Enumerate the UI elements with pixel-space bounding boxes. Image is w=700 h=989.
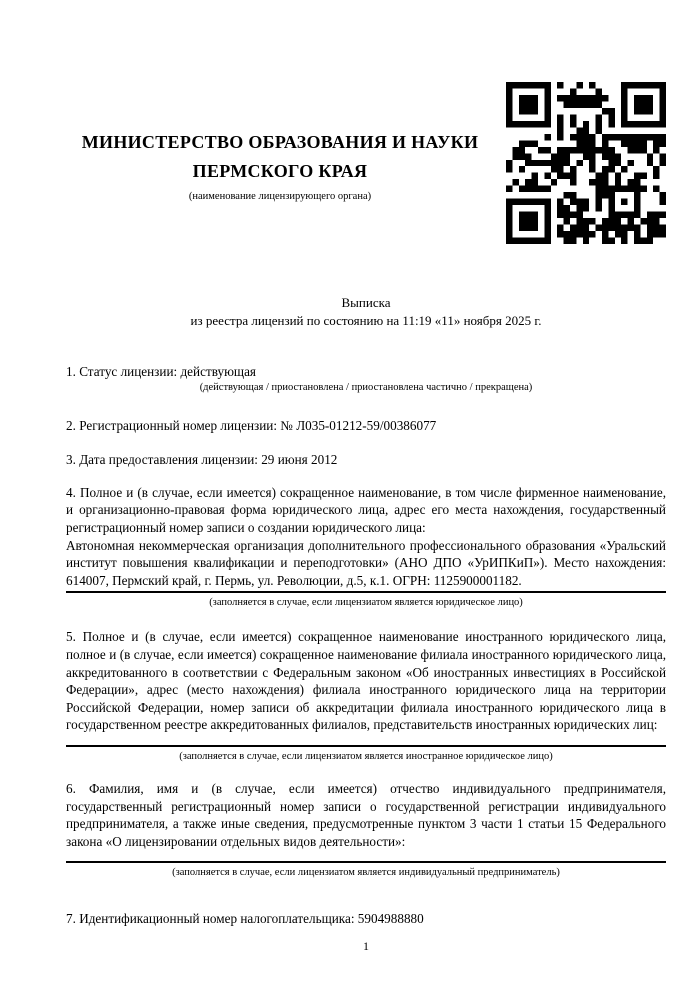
document-header	[66, 82, 666, 244]
item-individual-entrepreneur-note: (заполняется в случае, если лицензиатом является индивидуальный предприниматель)	[172, 867, 560, 879]
licensing-authority-block	[66, 82, 506, 202]
item-legal-entity-section	[66, 484, 666, 610]
ministry-name-line1: МИНИСТЕРСТВО ОБРАЗОВАНИЯ И НАУКИ	[81, 132, 479, 152]
item-license-status-note: (действующая / приостановлена / приостановлена частично / прекращена)	[199, 381, 533, 393]
page-number: 1	[363, 938, 369, 953]
item-foreign-entity-answer	[66, 734, 666, 747]
document-title	[66, 294, 666, 330]
item-individual-entrepreneur-answer	[66, 850, 666, 863]
qr-code-icon	[506, 82, 666, 244]
item-individual-entrepreneur-question: 6. Фамилия, имя и (в случае, если имеется) отчество индивидуального предпринимателя, государственный регистрационный номер записи о государственной регистрации индивидуального предпринимателя, а также иные сведения, предусмотренные пунктом 3 части 1 статьи 15 Федерального закона «О лицензировании отдельных видов деятельности»:	[66, 780, 666, 849]
item-legal-entity-answer: Автономная некоммерческая организация дополнительного профессионального образования «Уральский институт повышения квалификации и переподготовки» (АНО ДПО «УрИПКиП»). Место нахождения: 614007, Пермский край, г. Пермь, ул. Революции, д.5, к.1. ОГРН: 1125900001182.	[66, 537, 666, 594]
item-legal-entity-question: 4. Полное и (в случае, если имеется) сокращенное наименование, в том числе фирменное наименование, и организационно-правовая форма юридического лица, адрес его места нахождения, государственный регистрационный номер записи о создании юридического лица:	[66, 484, 666, 535]
item-foreign-entity-section	[66, 628, 666, 763]
item-foreign-entity-note: (заполняется в случае, если лицензиатом является иностранное юридическое лицо)	[179, 750, 553, 762]
licensing-authority-note: (наименование лицензирующего органа)	[188, 191, 372, 202]
item-registration-number: 2. Регистрационный номер лицензии: № Л035-01212-59/00386077	[66, 417, 437, 433]
document-title-line1: Выписка	[341, 295, 391, 310]
item-foreign-entity-question: 5. Полное и (в случае, если имеется) сокращенное наименование иностранного юридического лица, полное и (в случае, если имеется) сокращенное наименование филиала иностранного юридического лица, аккредитованного в соответствии с Федеральным законом «Об иностранных инвестициях в Российской Федерации», адрес (место нахождения) филиала иностранного юридического лица на территории Российской Федерации, номер записи об аккредитации филиала иностранного юридического лица в государственном реестре аккредитованных филиалов, представительств иностранных юридических лиц:	[66, 629, 666, 733]
item-taxpayer-id: 7. Идентификационный номер налогоплательщика: 5904988880	[66, 911, 424, 927]
item-license-status: 1. Статус лицензии: действующая	[66, 364, 257, 379]
item-individual-entrepreneur-section	[66, 780, 666, 879]
document-title-line2: из реестра лицензий по состоянию на 11:19 «11» ноября 2025 г.	[190, 313, 542, 328]
item-legal-entity-note: (заполняется в случае, если лицензиатом является юридическое лицо)	[209, 597, 523, 609]
item-license-grant-date: 3. Дата предоставления лицензии: 29 июня 2012	[66, 452, 338, 468]
ministry-name-line2: ПЕРМСКОГО КРАЯ	[192, 161, 368, 181]
